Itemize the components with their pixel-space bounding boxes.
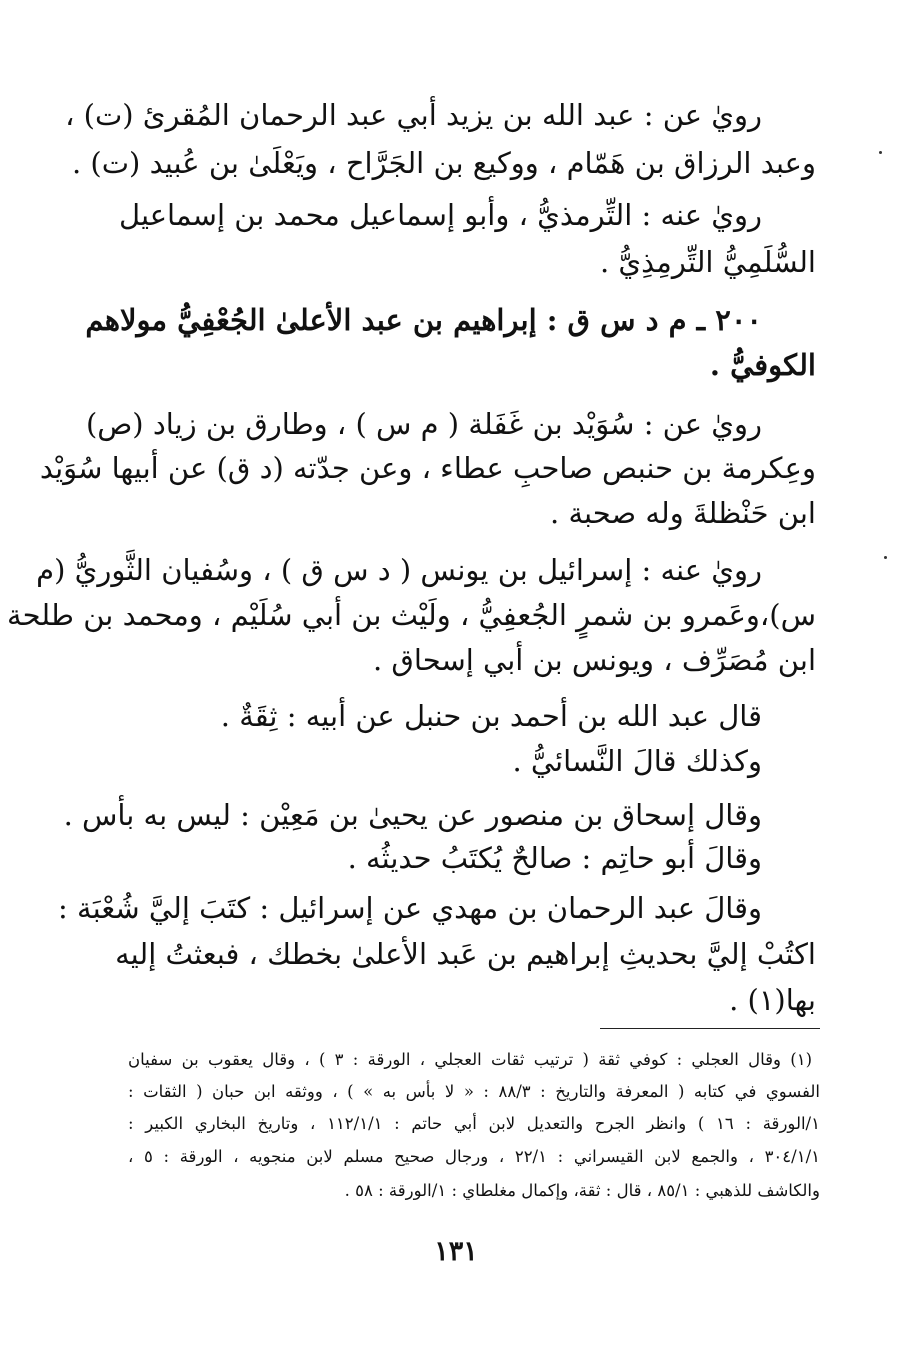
scan-speck: [884, 556, 887, 559]
text-line: وقالَ عبد الرحمان بن مهدي عن إسرائيل : كتَبَ إليَّ شُعْبَة :: [58, 891, 762, 925]
text-line: وعبد الرزاق بن هَمّام ، ووكيع بن الجَرَّاح ، ويَعْلَىٰ بن عُبيد (ت) .: [72, 146, 816, 180]
text-line: رويٰ عن : سُوَيْد بن غَفَلة ( م س ) ، وطارق بن زياد (ص): [85, 407, 762, 441]
footnote-divider: [600, 1028, 820, 1029]
text-line: رويٰ عن : عبد الله بن يزيد أبي عبد الرحمان المُقرئ (ت) ،: [65, 98, 762, 132]
text-line: ابن حَنْظلةَ وله صحبة .: [550, 496, 816, 530]
page-number: ١٣١: [434, 1236, 478, 1267]
text-line: وقال إسحاق بن منصور عن يحيىٰ بن مَعِيْن : ليس به بأس .: [63, 798, 762, 832]
footnote-line: (١) وقال العجلي : كوفي ثقة ( ترتيب ثقات العجلي ، الورقة : ٣ ) ، وقال يعقوب بن سفيان: [128, 1050, 813, 1069]
text-line: وقالَ أبو حاتِم : صالحٌ يُكتَبُ حديثُه .: [347, 841, 762, 875]
entry-heading: ٢٠٠ ـ م د س ق : إبراهيم بن عبد الأعلىٰ الجُعْفِيُّ مولاهم: [85, 303, 762, 337]
text-line: ابن مُصَرِّف ، ويونس بن أبي إسحاق .: [372, 643, 816, 677]
text-line: رويٰ عنه : التِّرمذيُّ ، وأبو إسماعيل محمد بن إسماعيل: [119, 198, 762, 232]
text-line: قال عبد الله بن أحمد بن حنبل عن أبيه : ثِقَةٌ .: [220, 699, 762, 733]
text-line: السُّلَمِيُّ التِّرمِذِيُّ .: [599, 245, 816, 279]
scan-speck: [879, 151, 882, 154]
text-line: وعِكرمة بن حنبص صاحبِ عطاء ، وعن جدّته (د ق) عن أبيها سُوَيْد: [39, 451, 816, 485]
text-line: اكتُبْ إليَّ بحديثِ إبراهيم بن عَبد الأعلىٰ بخطك ، فبعثتُ إليه: [115, 937, 816, 971]
text-line: رويٰ عنه : إسرائيل بن يونس ( د س ق ) ، وسُفيان الثَّوريُّ (م: [36, 553, 762, 587]
footnote-line: ٣٠٤/١/١ ، والجمع لابن القيسراني : ٢٢/١ ، ورجال صحيح مسلم لابن منجويه ، الورقة : ٥ ،: [128, 1147, 820, 1166]
footnote-line: ١/الورقة : ١٦ ) وانظر الجرح والتعديل لابن أبي حاتم : ١١٢/١/١ ، وتاريخ البخاري الكبير :: [128, 1114, 820, 1133]
footnote-line: والكاشف للذهبي : ٨٥/١ ، قال : ثقة، وإكمال مغلطاي : ١/الورقة : ٥٨ .: [344, 1181, 820, 1200]
entry-heading: الكوفيُّ .: [709, 348, 816, 382]
text-line: بها(١) .: [729, 983, 816, 1017]
footnote-line: الفسوي في كتابه ( المعرفة والتاريخ : ٨٨/٣ : « لا بأس به » ) ، ووثقه ابن حبان ( الثقات :: [128, 1082, 821, 1101]
text-line: وكذلك قالَ النَّسائيُّ .: [512, 744, 762, 778]
text-line: س)،وعَمرو بن شمرٍ الجُعفِيُّ ، ولَيْث بن أبي سُلَيْم ، ومحمد بن طلحة: [7, 598, 816, 632]
